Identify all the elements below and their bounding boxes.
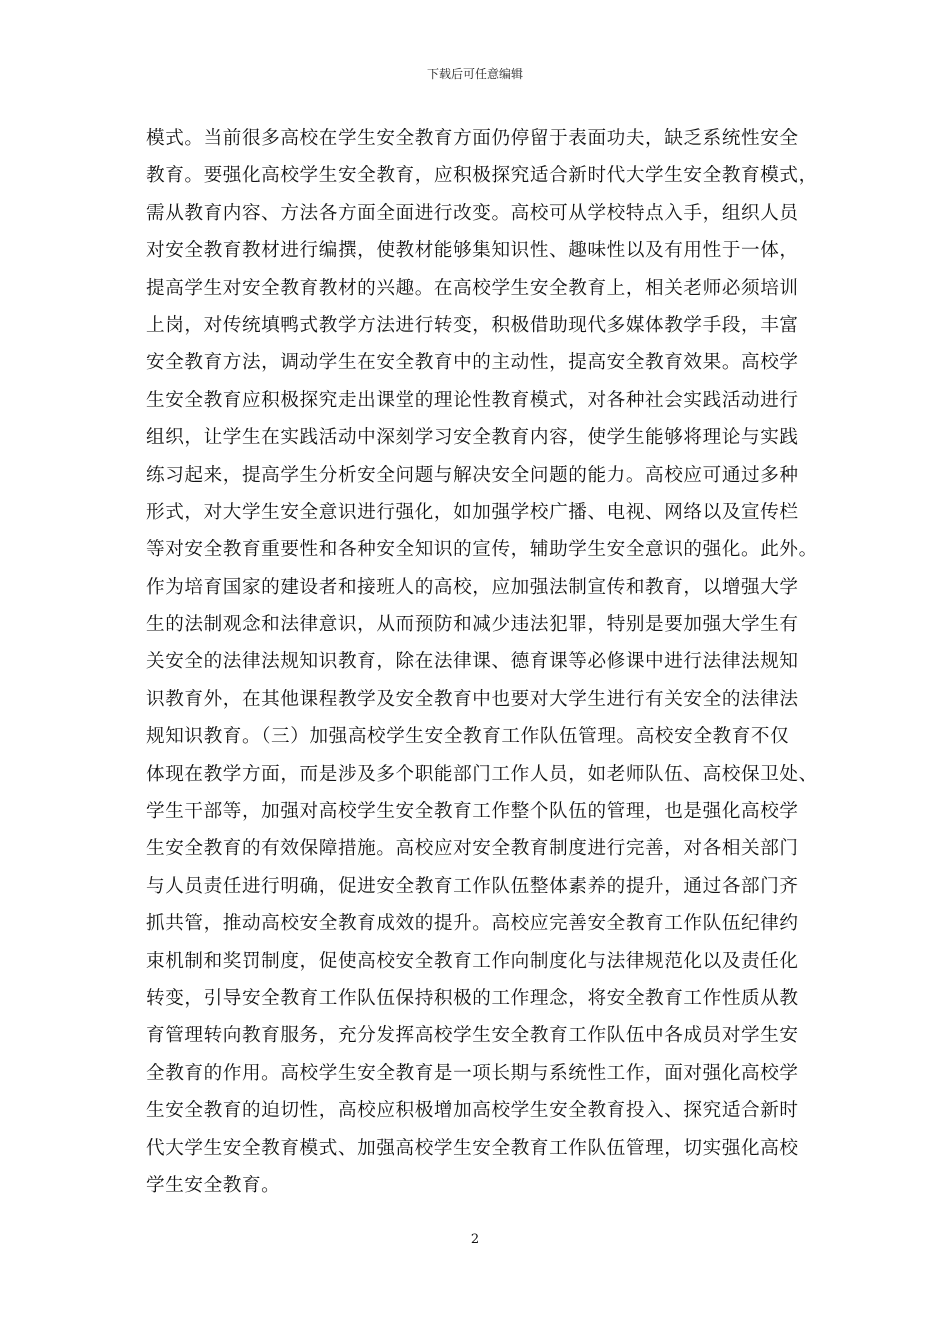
text-line: 生的法制观念和法律意识，从而预防和减少违法犯罪，特别是要加强大学生有 [146, 614, 799, 636]
text-line: 关安全的法律法规知识教育，除在法律课、德育课等必修课中进行法律法规知 [146, 651, 799, 673]
text-line: 学生安全教育。 [146, 1174, 281, 1196]
text-line: 识教育外，在其他课程教学及安全教育中也要对大学生进行有关安全的法律法 [146, 688, 799, 710]
text-line: 抓共管，推动高校安全教育成效的提升。高校应完善安全教育工作队伍纪律约 [146, 913, 799, 935]
text-line: 生安全教育的有效保障措施。高校应对安全教育制度进行完善，对各相关部门 [146, 838, 799, 860]
text-line: 育管理转向教育服务，充分发挥高校学生安全教育工作队伍中各成员对学生安 [146, 1025, 799, 1047]
text-line: 形式，对大学生安全意识进行强化，如加强学校广播、电视、网络以及宣传栏 [146, 501, 799, 523]
text-line: 生安全教育应积极探究走出课堂的理论性教育模式，对各种社会实践活动进行 [146, 389, 799, 411]
text-line: 上岗，对传统填鸭式教学方法进行转变，积极借助现代多媒体教学手段，丰富 [146, 314, 799, 336]
body-text [146, 120, 821, 1204]
page-header: 下载后可任意编辑 [426, 67, 523, 81]
text-line: 全教育的作用。高校学生安全教育是一项长期与系统性工作，面对强化高校学 [146, 1062, 799, 1084]
text-line: 组织，让学生在实践活动中深刻学习安全教育内容，使学生能够将理论与实践 [146, 427, 799, 449]
text-line: 生安全教育的迫切性，高校应积极增加高校学生安全教育投入、探究适合新时 [146, 1100, 799, 1122]
page-number: 2 [470, 1232, 480, 1247]
text-line: 束机制和奖罚制度，促使高校安全教育工作向制度化与法律规范化以及责任化 [146, 950, 799, 972]
text-line: 教育。要强化高校学生安全教育，应积极探究适合新时代大学生安全教育模式， [146, 165, 818, 187]
text-line: 等对安全教育重要性和各种安全知识的宣传，辅助学生安全意识的强化。此外。 [146, 539, 818, 561]
text-line: 对安全教育教材进行编撰，使教材能够集知识性、趣味性以及有用性于一体， [146, 240, 799, 262]
text-line: 作为培育国家的建设者和接班人的高校，应加强法制宣传和教育，以增强大学 [146, 576, 799, 598]
text-line: 代大学生安全教育模式、加强高校学生安全教育工作队伍管理，切实强化高校 [146, 1137, 799, 1159]
text-line: 安全教育方法，调动学生在安全教育中的主动性，提高安全教育效果。高校学 [146, 352, 799, 374]
text-line: 学生干部等，加强对高校学生安全教育工作整个队伍的管理，也是强化高校学 [146, 801, 799, 823]
text-line: 体现在教学方面，而是涉及多个职能部门工作人员，如老师队伍、高校保卫处、 [146, 763, 818, 785]
text-line: 提高学生对安全教育教材的兴趣。在高校学生安全教育上，相关老师必须培训 [146, 277, 799, 299]
text-line: 模式。当前很多高校在学生安全教育方面仍停留于表面功夫，缺乏系统性安全 [146, 128, 799, 149]
text-line: 与人员责任进行明确，促进安全教育工作队伍整体素养的提升，通过各部门齐 [146, 875, 799, 897]
text-line: 规知识教育。（三）加强高校学生安全教育工作队伍管理。高校安全教育不仅 [146, 726, 790, 748]
text-line: 转变，引导安全教育工作队伍保持积极的工作理念，将安全教育工作性质从教 [146, 987, 799, 1009]
text-line: 需从教育内容、方法各方面全面进行改变。高校可从学校特点入手，组织人员 [146, 202, 799, 224]
text-line: 练习起来，提高学生分析安全问题与解决安全问题的能力。高校应可通过多种 [146, 464, 799, 486]
